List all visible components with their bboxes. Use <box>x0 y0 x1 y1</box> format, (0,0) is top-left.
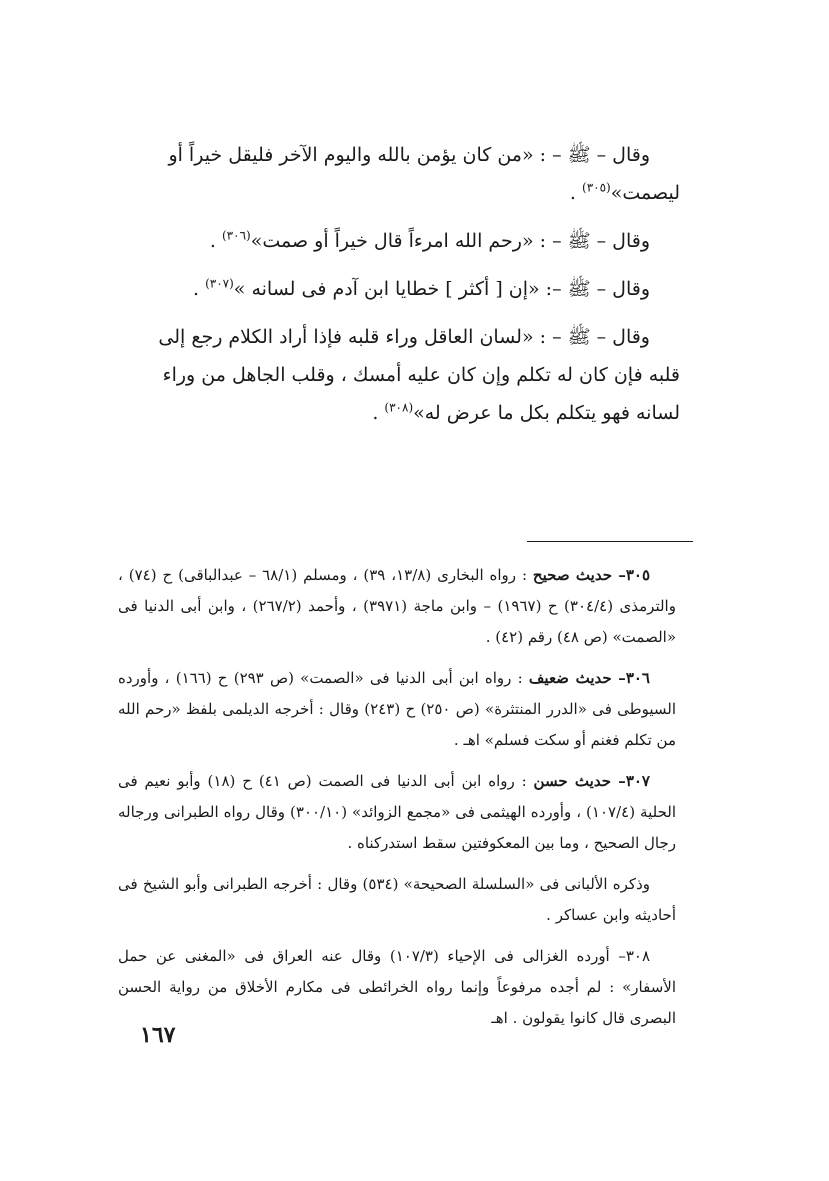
footnote-lead: ٣٠٧– حديث حسن <box>533 772 650 790</box>
footnote-text: وذكره الألبانى فى «السلسلة الصحيحة» (٥٣٤) وقال : أخرجه الطبرانى وأبو الشيخ فى أحاديثه وابن عساكر . <box>118 875 676 924</box>
footnote-ref-308[interactable]: (٣٠٨) <box>384 400 414 415</box>
paragraph-1-text: وقال – ﷺ – : «من كان يؤمن بالله واليوم الآخر فليقل خيراً أو ليصمت» <box>168 144 680 204</box>
footnote-text: : رواه ابن أبى الدنيا فى «الصمت» (ص ٢٩٣) ح (١٦٦) ، وأورده السيوطى فى «الدرر المنتثرة» (ص ٢٥٠) ح (٢٤٣) وقال : أخرجه الديلمى بلفظ «رحم الله من تكلم فغنم أو سكت فسلم» اهـ . <box>118 669 676 749</box>
footnote-divider <box>527 541 693 542</box>
paragraph-3-text: وقال – ﷺ –: «إن [ أكثر ] خطايا ابن آدم فى لسانه » <box>233 278 650 300</box>
end-mark: . <box>569 182 583 204</box>
footnote-text: ٣٠٨– أورده الغزالى فى الإحياء (١٠٧/٣) وقال عنه العراق فى «المغنى عن حمل الأسفار» : لم أجده مرفوعاً وإنما رواه الخرائطى فى مكارم الأخلاق من رواية الحسن البصرى قال كانوا يقولون . اهـ <box>118 947 676 1027</box>
main-text <box>140 136 680 442</box>
end-mark: . <box>209 230 222 252</box>
footnote-text: : رواه البخارى (١٣/٨، ٣٩) ، ومسلم (٦٨/١ – عبدالباقى) ح (٧٤) ، والترمذى (٣٠٤/٤) ح (١٩٦٧) – وابن ماجة (٣٩٧١) ، وأحمد (٢٦٧/٢) ، وابن أبى الدنيا فى «الصمت» (ص ٤٨) رقم (٤٢) . <box>118 566 676 646</box>
footnotes <box>118 560 676 1044</box>
footnote-text: : رواه ابن أبى الدنيا فى الصمت (ص ٤١) ح (١٨) وأبو نعيم فى الحلية (١٠٧/٤) ، وأورده الهيثمى فى «مجمع الزوائد» (٣٠٠/١٠) وقال رواه الطبرانى ورجاله رجال الصحيح ، وما بين المعكوفتين سقط استدركناه . <box>118 772 676 852</box>
footnote-ref-305[interactable]: (٣٠٥) <box>582 180 611 195</box>
paragraph-2 <box>140 222 680 260</box>
paragraph-4 <box>140 318 680 432</box>
footnote-307-continued <box>118 869 676 931</box>
paragraph-2-text: وقال – ﷺ – : «رحم الله امرءاً قال خيراً أو صمت» <box>250 230 650 252</box>
paragraph-3 <box>140 270 680 308</box>
footnote-308 <box>118 941 676 1034</box>
paragraph-4-text: وقال – ﷺ – : «لسان العاقل وراء قلبه فإذا أراد الكلام رجع إلى قلبه فإن كان له تكلم وإن كان عليه أمسك ، وقلب الجاهل من وراء لسانه فهو يتكلم بكل ما عرض له» <box>158 326 680 424</box>
footnote-305 <box>118 560 676 653</box>
footnote-306 <box>118 663 676 756</box>
end-mark: . <box>192 278 206 300</box>
footnote-ref-307[interactable]: (٣٠٧) <box>205 276 234 291</box>
end-mark: . <box>372 402 385 424</box>
paragraph-1 <box>140 136 680 212</box>
footnote-307 <box>118 766 676 859</box>
footnote-lead: ٣٠٥– حديث صحيح <box>532 566 650 584</box>
page-number: ١٦٧ <box>140 1022 176 1048</box>
footnote-ref-306[interactable]: (٣٠٦) <box>221 228 251 243</box>
footnote-lead: ٣٠٦– حديث ضعيف <box>528 669 650 687</box>
